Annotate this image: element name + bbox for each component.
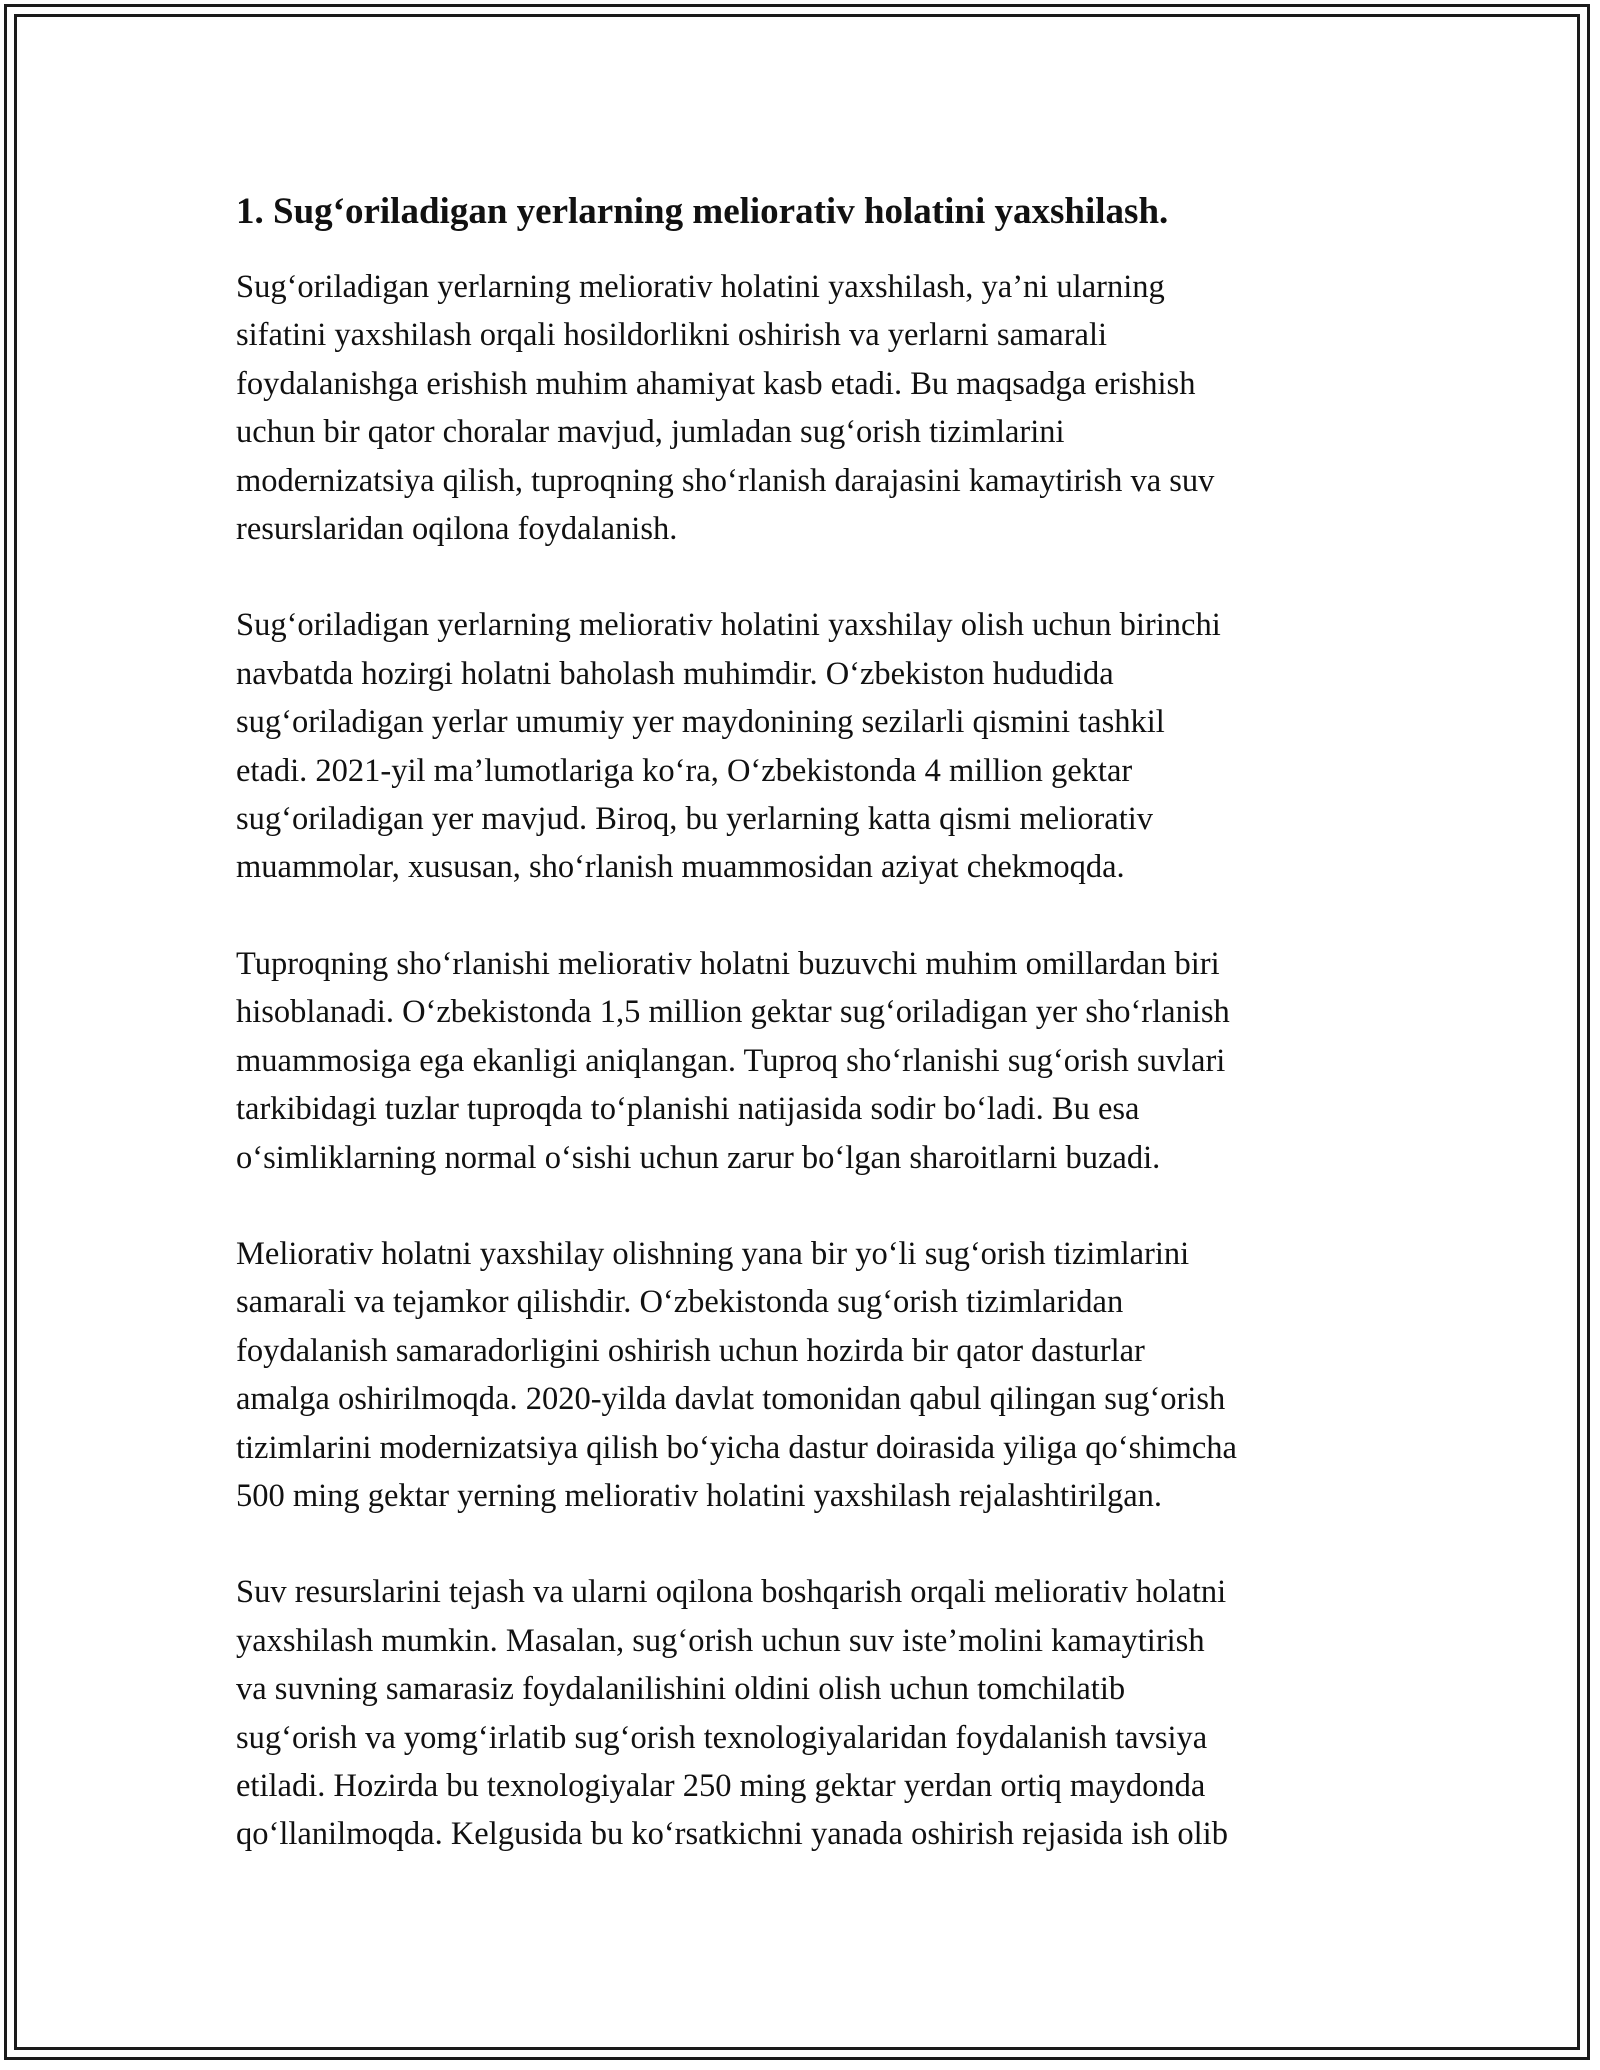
text-line: amalga oshirilmoqda. 2020-yilda davlat tomonidan qabul qilingan sug‘orish <box>236 1381 1226 1418</box>
text-line: sug‘oriladigan yer mavjud. Biroq, bu yerlarning katta qismi meliorativ <box>236 801 1154 838</box>
text-line: sifatini yaxshilash orqali hosildorlikni oshirish va yerlarni samarali <box>236 317 1108 354</box>
text-line: sug‘orish va yomg‘irlatib sug‘orish texnologiyalaridan foydalanish tavsiya <box>236 1719 1208 1756</box>
text-line: modernizatsiya qilish, tuproqning sho‘rlanish darajasini kamaytirish va suv <box>236 462 1215 499</box>
text-line: muammosiga ega ekanligi aniqlangan. Tuproq sho‘rlanishi sug‘orish suvlari <box>236 1042 1226 1079</box>
text-line: sug‘oriladigan yerlar umumiy yer maydonining sezilarli qismini tashkil <box>236 704 1165 741</box>
section-heading: 1. Sug‘oriladigan yerlarning meliorativ holatini yaxshilash. <box>236 191 1169 232</box>
text-line: foydalanish samaradorligini oshirish uchun hozirda bir qator dasturlar <box>236 1332 1145 1369</box>
text-line: uchun bir qator choralar mavjud, jumladan sug‘orish tizimlarini <box>236 414 1065 451</box>
text-line: etadi. 2021-yil ma’lumotlariga ko‘ra, O‘zbekistonda 4 million gektar <box>236 752 1133 789</box>
text-line: tizimlarini modernizatsiya qilish bo‘yicha dastur doirasida yiliga qo‘shimcha <box>236 1429 1237 1466</box>
paragraph-2 <box>236 601 1386 891</box>
paragraph-4 <box>236 1230 1386 1520</box>
text-line: Sug‘oriladigan yerlarning meliorativ holatini yaxshilay olish uchun birinchi <box>236 607 1221 644</box>
text-line: tarkibidagi tuzlar tuproqda to‘planishi natijasida sodir bo‘ladi. Bu esa <box>236 1091 1140 1128</box>
paragraph-5 <box>236 1568 1386 1858</box>
text-line: muammolar, xususan, sho‘rlanish muammosidan aziyat chekmoqda. <box>236 849 1125 886</box>
text-line: etiladi. Hozirda bu texnologiyalar 250 ming gektar yerdan ortiq maydonda <box>236 1767 1206 1804</box>
text-line: navbatda hozirgi holatni baholash muhimdir. O‘zbekiston hududida <box>236 655 1114 692</box>
text-line: Sug‘oriladigan yerlarning meliorativ holatini yaxshilash, ya’ni ularning <box>236 269 1165 305</box>
text-line: foydalanishga erishish muhim ahamiyat kasb etadi. Bu maqsadga erishish <box>236 365 1196 402</box>
paragraph-1 <box>236 263 1386 553</box>
text-line: hisoblanadi. O‘zbekistonda 1,5 million gektar sug‘oriladigan yer sho‘rlanish <box>236 994 1230 1031</box>
text-line: qo‘llanilmoqda. Kelgusida bu ko‘rsatkichni yanada oshirish rejasida ish olib <box>236 1816 1228 1853</box>
text-line: samarali va tejamkor qilishdir. O‘zbekistonda sug‘orish tizimlaridan <box>236 1284 1124 1321</box>
document-body <box>236 188 1386 1907</box>
text-line: Tuproqning sho‘rlanishi meliorativ holatni buzuvchi muhim omillardan biri <box>236 945 1220 982</box>
text-line: yaxshilash mumkin. Masalan, sug‘orish uchun suv iste’molini kamaytirish <box>236 1622 1205 1659</box>
paragraph-3 <box>236 940 1386 1182</box>
text-line: 500 ming gektar yerning meliorativ holatini yaxshilash rejalashtirilgan. <box>236 1477 1163 1514</box>
text-line: o‘simliklarning normal o‘sishi uchun zarur bo‘lgan sharoitlarni buzadi. <box>236 1139 1161 1176</box>
text-line: Meliorativ holatni yaxshilay olishning yana bir yo‘li sug‘orish tizimlarini <box>236 1235 1190 1272</box>
text-line: resurslaridan oqilona foydalanish. <box>236 511 678 548</box>
text-line: va suvning samarasiz foydalanilishini oldini olish uchun tomchilatib <box>236 1671 1126 1708</box>
text-line: Suv resurslarini tejash va ularni oqilona boshqarish orqali meliorativ holatni <box>236 1574 1227 1611</box>
